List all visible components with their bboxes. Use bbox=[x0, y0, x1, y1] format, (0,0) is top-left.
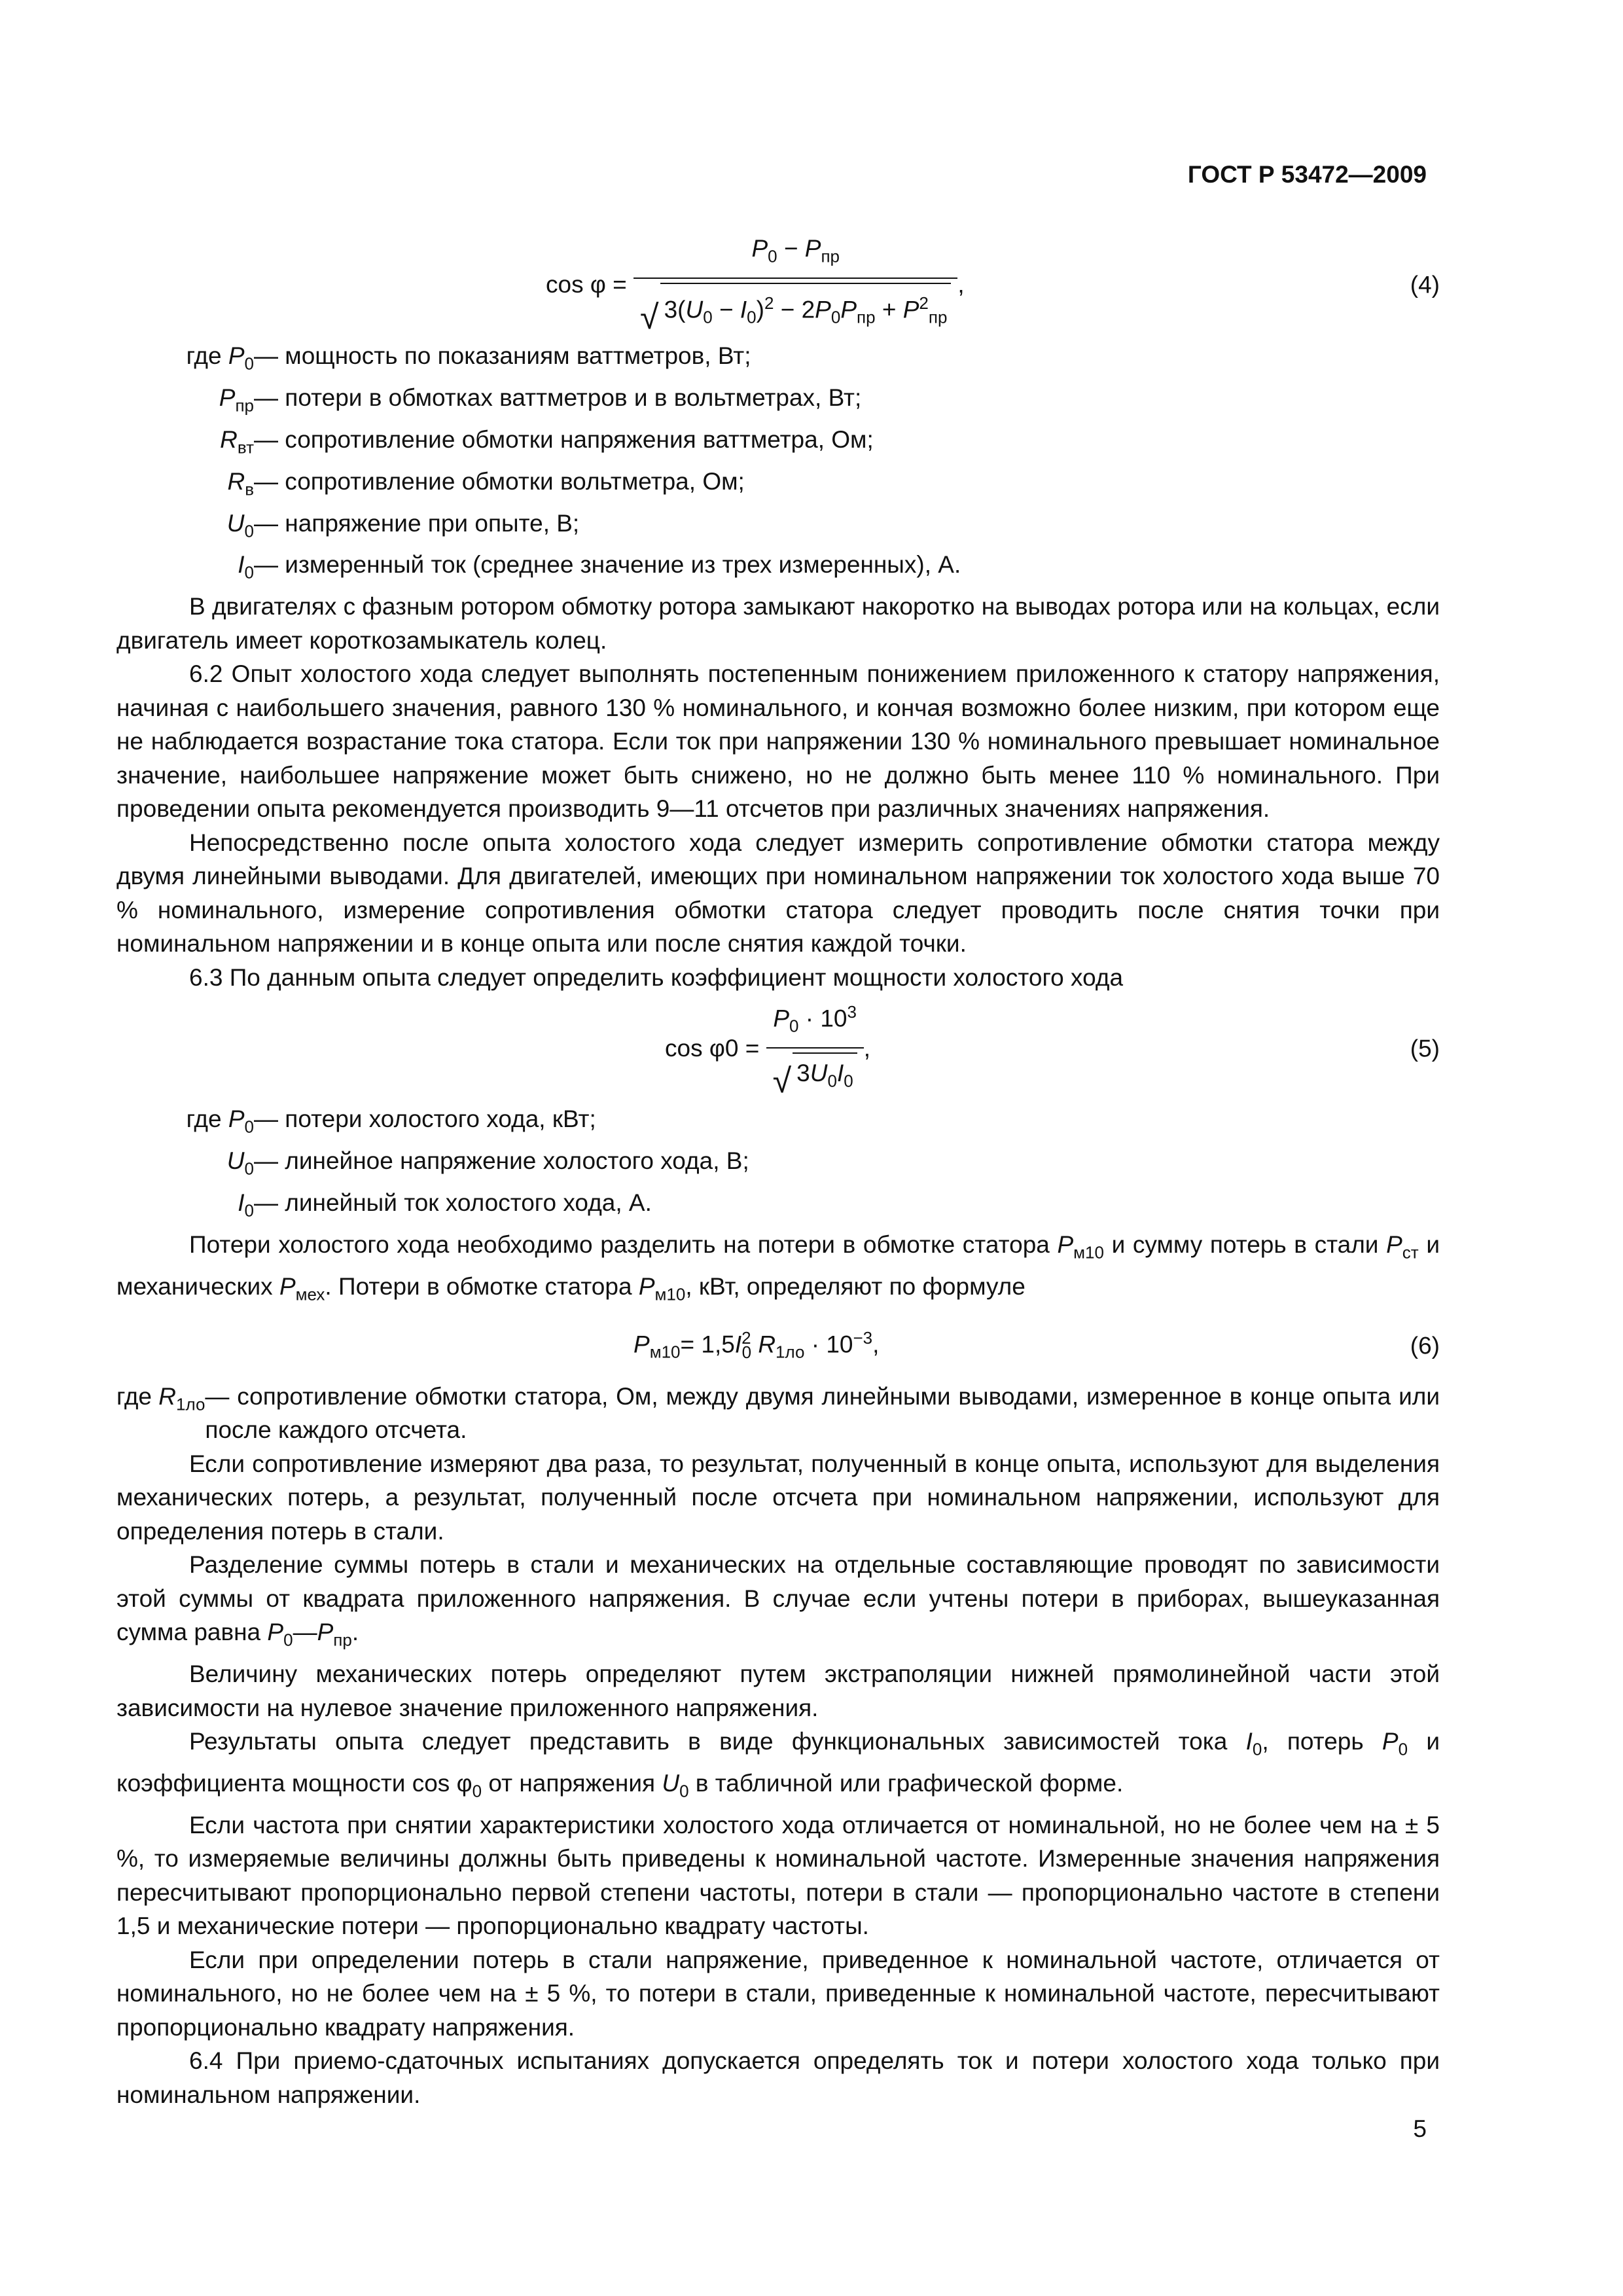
definition-text: — сопротивление обмотки напряжения ваттметра, Ом; bbox=[254, 425, 874, 453]
equation-4-numerator: $P_0 - P_{пр}$ bbox=[751, 235, 840, 266]
definition-row bbox=[116, 507, 1440, 548]
definition-text: — потери холостого хода, кВт; bbox=[254, 1105, 596, 1133]
definitions-2 bbox=[116, 1102, 1440, 1228]
definition-text: — измеренный ток (среднее значение из трех измеренных), А. bbox=[254, 551, 961, 579]
definition-r1lo bbox=[116, 1380, 1440, 1447]
equation-5-formula bbox=[665, 994, 870, 1102]
definition-row bbox=[116, 1102, 1440, 1144]
equation-4-lhs: cos φ = bbox=[546, 271, 627, 298]
definition-row bbox=[116, 339, 1440, 381]
equation-5-comma: , bbox=[863, 1035, 870, 1062]
equation-6-number: (6) bbox=[1410, 1332, 1440, 1359]
definition-symbol: $R_{вт}$ bbox=[220, 425, 254, 457]
equation-4-formula bbox=[546, 235, 965, 337]
definition-row bbox=[116, 1144, 1440, 1186]
equation-5-denominator bbox=[766, 1047, 864, 1101]
definition-symbol: где $P_0$ bbox=[186, 1105, 254, 1137]
paragraph: Результаты опыта следует представить в виде функциональных зависимостей тока $I_0$, потерь $P_0$ и коэффициента мощности $\cos \varphi_0$ от напряжения $U_0$ в табличной или графической форме. bbox=[116, 1728, 1440, 1801]
definition-symbol: $U_0$ bbox=[226, 1147, 254, 1179]
definition-symbol: $I_0$ bbox=[238, 551, 254, 583]
definition-row bbox=[116, 548, 1440, 590]
paragraph: 6.4 При приемо-сдаточных испытаниях допускается определять ток и потери холостого хода только при номинальном напряжении. bbox=[116, 2047, 1440, 2108]
paragraph: Если сопротивление измеряют два раза, то результат, полученный в конце опыта, используют для выделения механических потерь, а результат, полученный после отсчета при номинальном напряжении, используют для определения потерь в стали. bbox=[116, 1450, 1440, 1545]
definition-row bbox=[116, 381, 1440, 423]
equation-5 bbox=[116, 994, 1440, 1102]
equation-4 bbox=[116, 235, 1440, 337]
definition-symbol: где $P_0$ bbox=[186, 342, 254, 374]
definition-row bbox=[116, 465, 1440, 507]
definition-symbol: $U_0$ bbox=[226, 509, 254, 541]
definition-text: — сопротивление обмотки статора, Ом, между двумя линейными выводами, измеренное в конце опыта или после каждого отсчета. bbox=[205, 1382, 1440, 1444]
paragraph: Величину механических потерь определяют путем экстраполяции нижней прямолинейной части этой зависимости на нулевое значение приложенного напряжения. bbox=[116, 1660, 1440, 1721]
definition-text: — мощность по показаниям ваттметров, Вт; bbox=[254, 342, 751, 369]
definition-text: — сопротивление обмотки вольтметра, Ом; bbox=[254, 467, 745, 495]
definition-text: — линейное напряжение холостого хода, В; bbox=[254, 1147, 749, 1175]
paragraph: Если частота при снятии характеристики холостого хода отличается от номинальной, но не более чем на ± 5 %, то измеряемые величины должны быть приведены к номинальной частоте. Измеренные значения напряжения пересчитывают пропорционально первой степени частоты, потери в стали — пропорционально частоте в степени 1,5 и механические потери — пропорционально квадрату частоты. bbox=[116, 1811, 1440, 1940]
paragraph: Если при определении потерь в стали напряжение, приведенное к номинальной частоте, отличается от номинального, но не более чем на ± 5 %, то потери в стали, приведенные к номинальной частоте, пересчитывают пропорционально квадрату напряжения. bbox=[116, 1946, 1440, 2041]
paragraph: В двигателях с фазным ротором обмотку ротора замыкают накоротко на выводах ротора или на кольцах, если двигатель имеет короткозамыкатель колец. bbox=[116, 593, 1440, 654]
definition-row bbox=[116, 423, 1440, 465]
definition-symbol: $P_{пр}$ bbox=[219, 384, 254, 416]
body-text bbox=[116, 236, 1440, 2111]
equation-5-fraction bbox=[766, 996, 864, 1102]
equation-5-numerator: $P_0 \cdot 10^3$ bbox=[773, 1002, 857, 1036]
sqrt-icon: √ $3(U_0 - I_0)^2 - 2P_0P_{пр} + P^2_{пр}$ bbox=[640, 283, 951, 334]
sqrt-icon: √ $3U_0I_0$ bbox=[773, 1052, 857, 1098]
paragraph: 6.2 Опыт холостого хода следует выполнять постепенным понижением приложенного к статору напряжения, начиная с наибольшего значения, равного 130 % номинального, и кончая возможно более низким, при котором еще не наблюдается возрастание тока статора. Если ток при напряжении 130 % номинального превышает номинальное значение, наибольшее напряжение может быть снижено, но не должно быть менее 110 % номинального. При проведении опыта рекомендуется производить 9—11 отсчетов при различных значениях напряжения. bbox=[116, 660, 1440, 823]
paragraph: Разделение суммы потерь в стали и механических на отдельные составляющие проводят по зависимости этой суммы от квадрата приложенного напряжения. В случае если учтены потери в приборах, вышеуказанная сумма равна $P_0—P_{пр}$. bbox=[116, 1551, 1440, 1650]
definitions-1 bbox=[116, 339, 1440, 590]
paragraph: Непосредственно после опыта холостого хода следует измерить сопротивление обмотки статора между двумя линейными выводами. Для двигателей, имеющих при номинальном напряжении ток холостого хода выше 70 % номинального, измерение сопротивления обмотки статора следует проводить после снятия точки при номинальном напряжении и в конце опыта или после снятия каждой точки. bbox=[116, 829, 1440, 958]
page-number: 5 bbox=[1413, 2115, 1427, 2142]
definition-text: — потери в обмотках ваттметров и в вольтметрах, Вт; bbox=[254, 384, 862, 411]
definition-symbol: где $R_{1ло}$ bbox=[116, 1382, 205, 1414]
definition-symbol: $R_в$ bbox=[227, 467, 254, 499]
equation-5-number: (5) bbox=[1410, 1035, 1440, 1062]
equation-4-denominator bbox=[633, 278, 957, 338]
equation-5-lhs: cos φ0 = bbox=[665, 1035, 760, 1062]
document-header: ГОСТ Р 53472—2009 bbox=[1187, 161, 1427, 188]
definition-symbol: $I_0$ bbox=[238, 1189, 254, 1221]
paragraph: Потери холостого хода необходимо разделить на потери в обмотке статора $P_{м10}$ и сумму потерь в стали $P_{ст}$ и механических $P_{мех}$. Потери в обмотке статора $P_{м10}$, кВт, определяют по формуле bbox=[116, 1231, 1440, 1304]
equation-4-fraction bbox=[633, 232, 957, 338]
definition-text: — напряжение при опыте, В; bbox=[254, 509, 580, 537]
equation-6-formula: $P_{м10}= 1,5I^2_0$ $R_{1ло} \cdot 10^{-3}$, bbox=[633, 1328, 880, 1362]
definition-row bbox=[116, 1186, 1440, 1228]
paragraph: 6.3 По данным опыта следует определить коэффициент мощности холостого хода bbox=[189, 963, 1124, 991]
equation-4-comma: , bbox=[957, 271, 965, 298]
definition-text: — линейный ток холостого хода, А. bbox=[254, 1189, 652, 1217]
equation-6 bbox=[116, 1312, 1440, 1380]
equation-4-number: (4) bbox=[1410, 271, 1440, 298]
